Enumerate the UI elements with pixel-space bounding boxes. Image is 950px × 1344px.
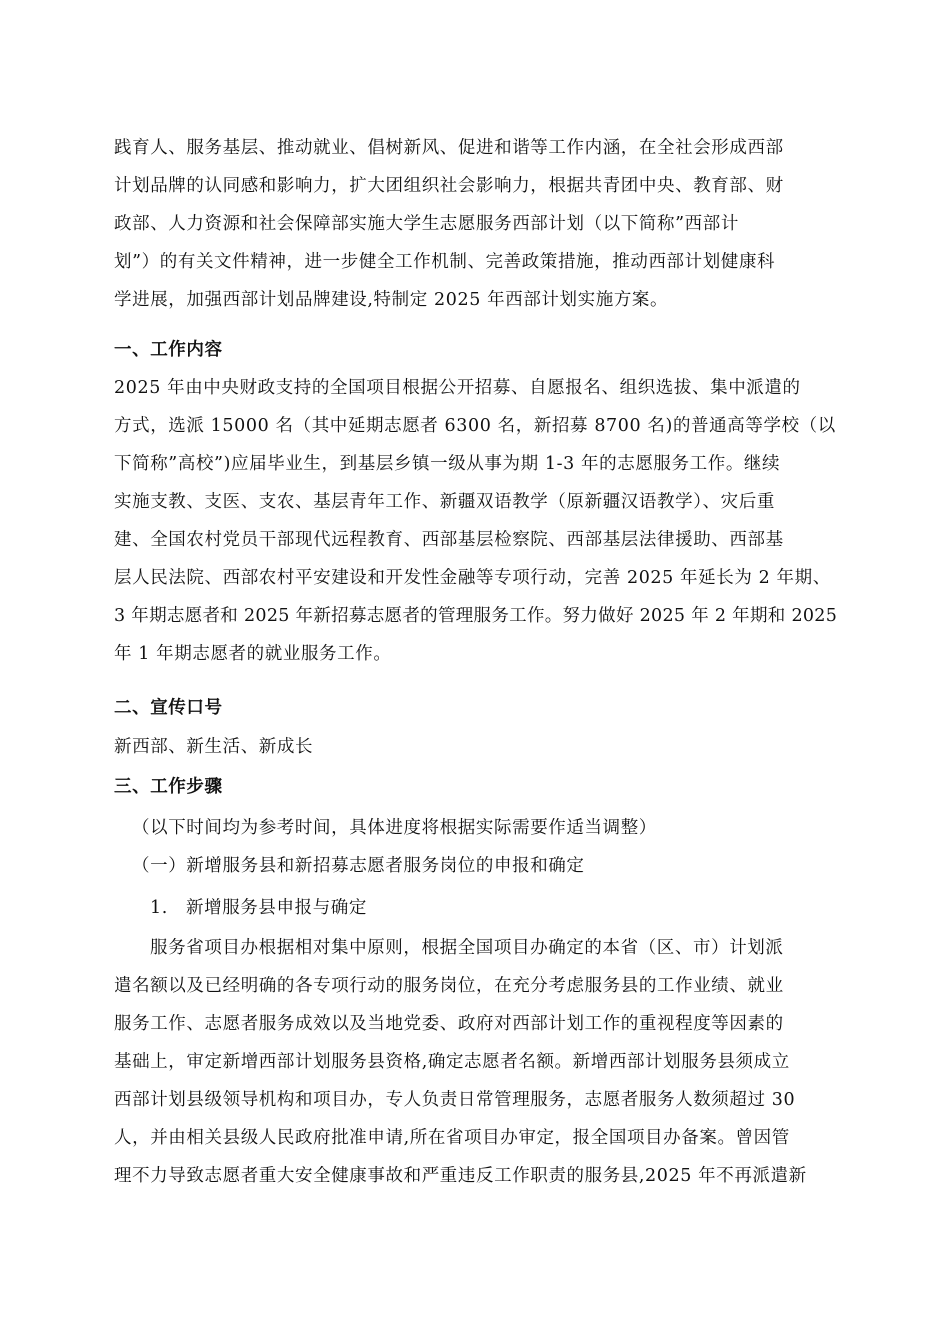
paragraph-line-7: 理不力导致志愿者重大安全健康事故和严重违反工作职责的服务县,2025 年不再派遣新 bbox=[114, 1166, 807, 1186]
intro-line-2: 计划品牌的认同感和影响力，扩大团组织社会影响力，根据共青团中央、教育部、财 bbox=[114, 176, 784, 196]
intro-line-5: 学进展，加强西部计划品牌建设,特制定 2025 年西部计划实施方案。 bbox=[114, 290, 669, 310]
schedule-note: （以下时间均为参考时间，具体进度将根据实际需要作适当调整） bbox=[132, 818, 657, 838]
section-1-line-8: 年 1 年期志愿者的就业服务工作。 bbox=[114, 644, 392, 664]
item-1-heading: 1. 新增服务县申报与确定 bbox=[150, 898, 367, 918]
paragraph-line-3: 服务工作、志愿者服务成效以及当地党委、政府对西部计划工作的重视程度等因素的 bbox=[114, 1014, 784, 1034]
paragraph-line-4: 基础上，审定新增西部计划服务县资格,确定志愿者名额。新增西部计划服务县须成立 bbox=[114, 1052, 790, 1072]
section-1-line-4: 实施支教、支医、支农、基层青年工作、新疆双语教学（原新疆汉语教学）、灾后重 bbox=[114, 492, 775, 512]
intro-line-3: 政部、人力资源和社会保障部实施大学生志愿服务西部计划（以下简称”西部计 bbox=[114, 214, 739, 234]
paragraph-line-1: 服务省项目办根据相对集中原则，根据全国项目办确定的本省（区、市）计划派 bbox=[150, 938, 784, 958]
section-2-heading: 二、宣传口号 bbox=[114, 698, 223, 718]
section-1-line-6: 层人民法院、西部农村平安建设和开发性金融等专项行动，完善 2025 年延长为 2 年期、 bbox=[114, 568, 831, 588]
paragraph-line-6: 人，并由相关县级人民政府批准申请,所在省项目办审定，报全国项目办备案。曾因管 bbox=[114, 1128, 790, 1148]
section-1-line-3: 下简称”高校”)应届毕业生，到基层乡镇一级从事为期 1-3 年的志愿服务工作。继续 bbox=[114, 454, 781, 474]
section-1-line-5: 建、全国农村党员干部现代远程教育、西部基层检察院、西部基层法律援助、西部基 bbox=[114, 530, 784, 550]
subsection-1-heading: （一）新增服务县和新招募志愿者服务岗位的申报和确定 bbox=[132, 856, 585, 876]
section-1-heading: 一、工作内容 bbox=[114, 340, 223, 360]
section-1-line-7: 3 年期志愿者和 2025 年新招募志愿者的管理服务工作。努力做好 2025 年 2 年期和 2025 bbox=[114, 606, 838, 626]
intro-line-1: 践育人、服务基层、推动就业、倡树新风、促进和谐等工作内涵，在全社会形成西部 bbox=[114, 138, 784, 158]
section-3-heading: 三、工作步骤 bbox=[114, 777, 223, 797]
section-1-line-2: 方式，选派 15000 名（其中延期志愿者 6300 名，新招募 8700 名)的普通高等学校（以 bbox=[114, 416, 836, 436]
slogan-text: 新西部、新生活、新成长 bbox=[114, 737, 314, 757]
intro-line-4: 划”）的有关文件精神，进一步健全工作机制、完善政策措施，推动西部计划健康科 bbox=[114, 252, 776, 272]
paragraph-line-5: 西部计划县级领导机构和项目办，专人负责日常管理服务，志愿者服务人数须超过 30 bbox=[114, 1090, 796, 1110]
section-1-line-1: 2025 年由中央财政支持的全国项目根据公开招募、自愿报名、组织选拔、集中派遣的 bbox=[114, 378, 801, 398]
paragraph-line-2: 遣名额以及已经明确的各专项行动的服务岗位，在充分考虑服务县的工作业绩、就业 bbox=[114, 976, 784, 996]
